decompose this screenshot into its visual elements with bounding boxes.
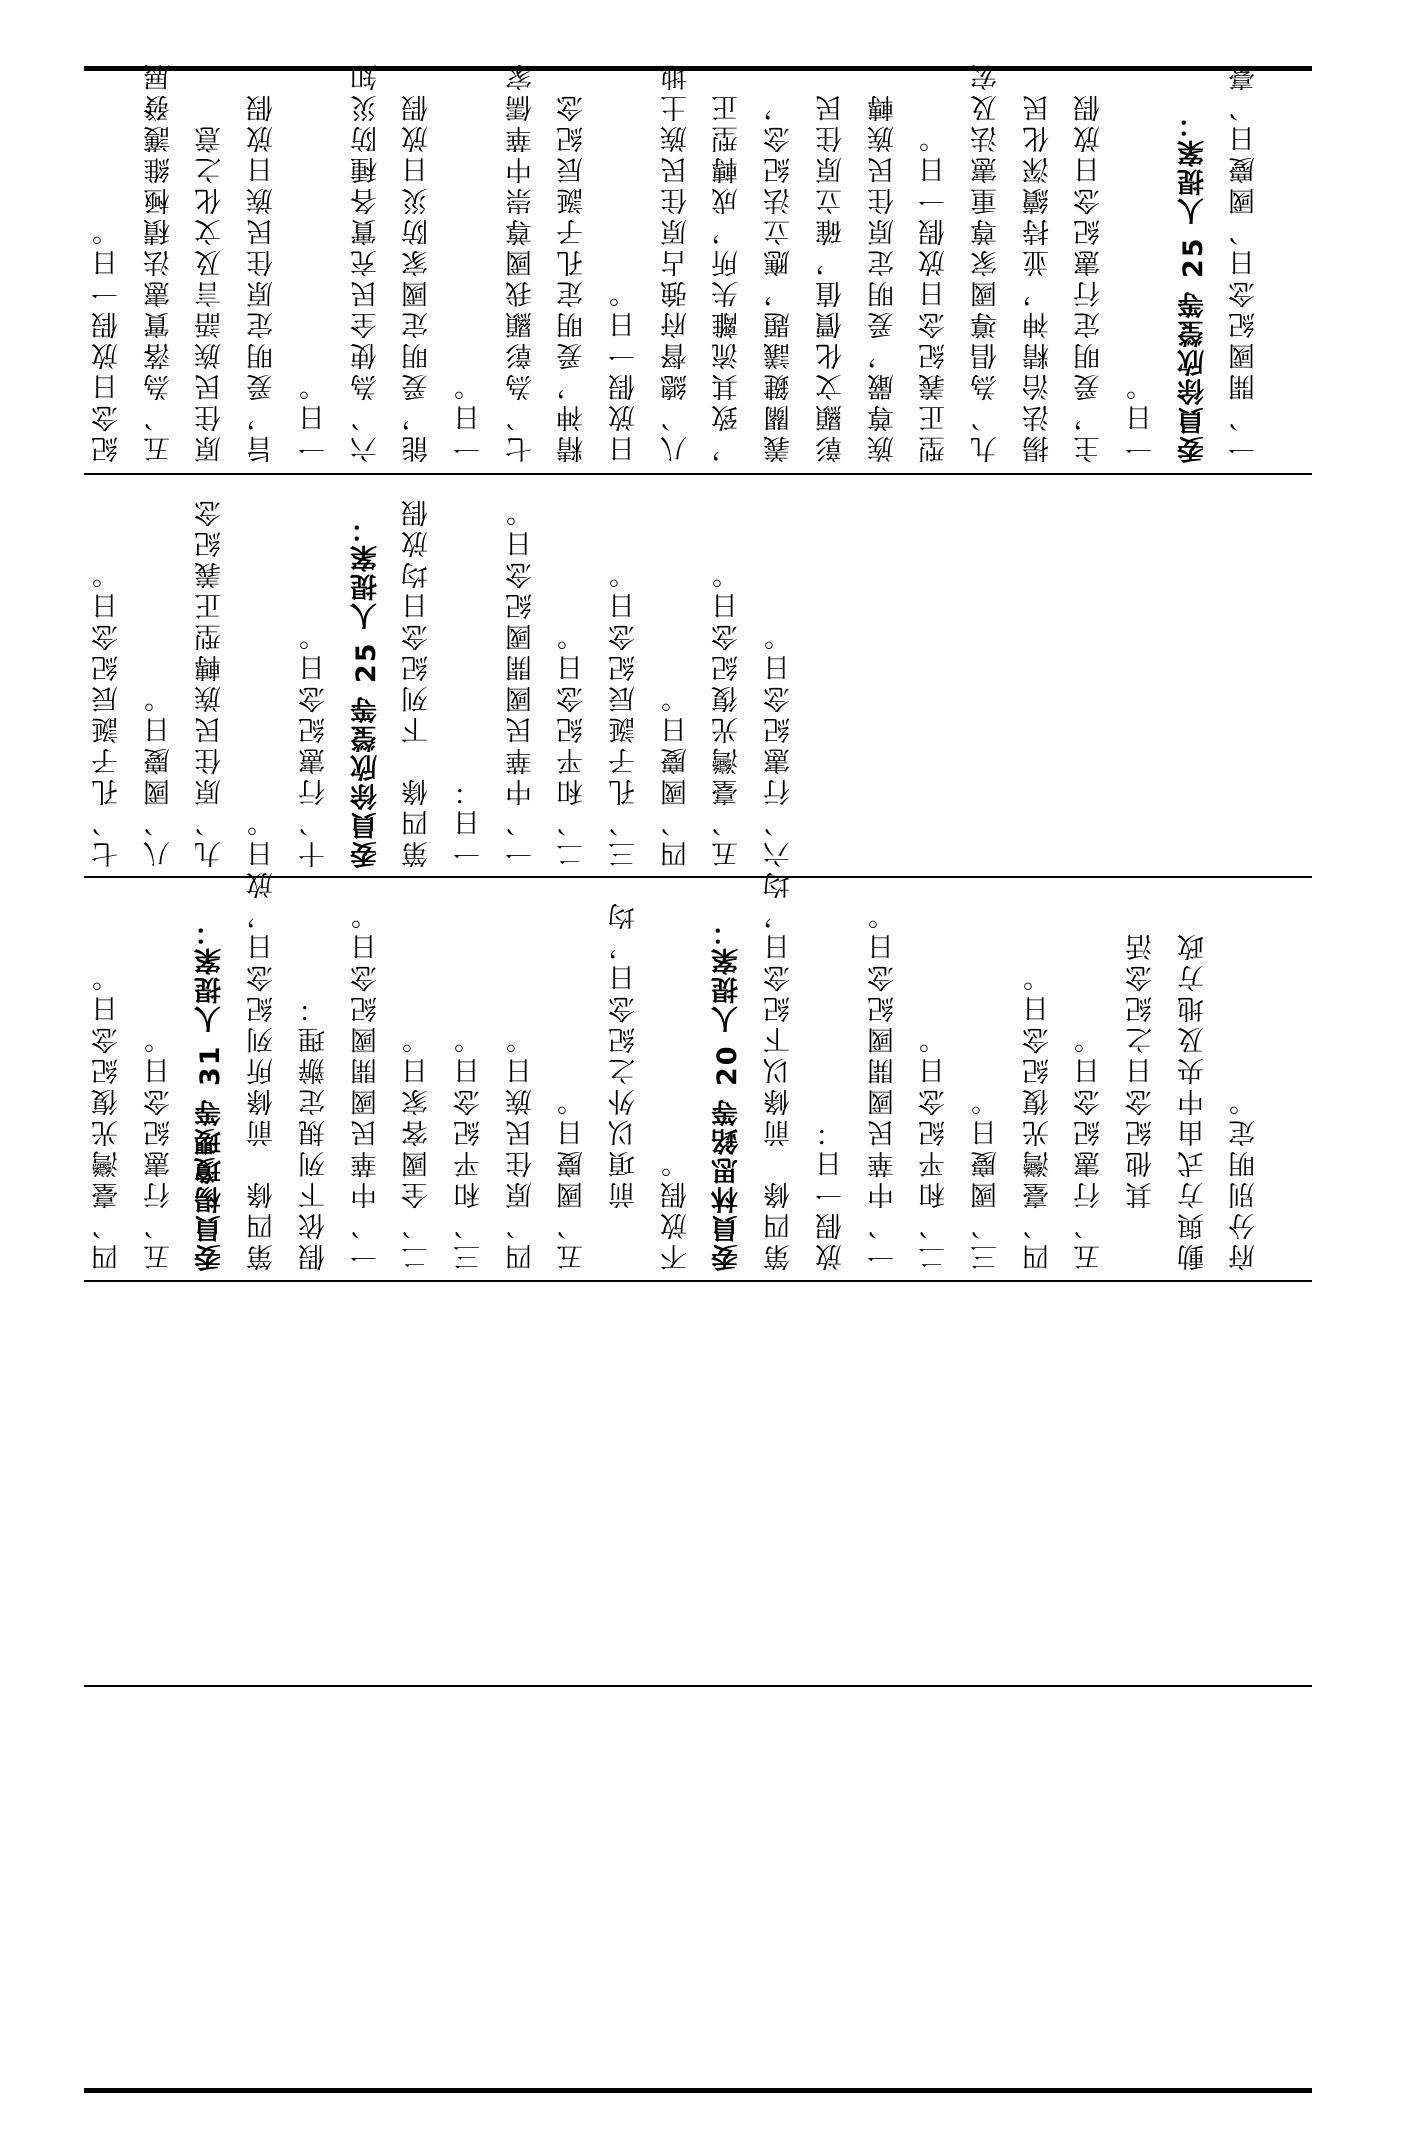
text-line: 四、原住民族日。 [505,1023,537,1271]
text-line: 九、原住民族轉型正義紀念 [195,496,227,868]
text-line: 一、中華民國開國紀念日。 [505,496,537,868]
text-line: 一日。 [298,370,330,463]
proposal-heading: 委員林思銘等 20 人提案： [712,916,744,1271]
divider-rule-1 [84,473,1312,475]
text-line: 十、行憲紀念日。 [298,620,330,868]
text-line: 日放假一日。 [609,277,640,463]
text-line: ，致其流離失所，成轉型正 [712,91,744,463]
text-line: 假依下列規定辦理： [298,992,330,1271]
text-line: 其他紀念日之紀念活 [1126,930,1157,1271]
text-line: 不放假。 [660,1147,692,1271]
text-line: 日。 [247,806,279,868]
text-line: 放假一日： [815,1116,847,1271]
text-line: 七、孔子誕辰紀念日。 [92,558,123,868]
text-line: 四、臺灣光復紀念日。 [92,961,123,1271]
proposal-heading: 委員徐欣瑩等 25 人提案： [1177,108,1209,463]
text-line: 一、中華民國開國紀念日。 [867,899,899,1271]
text-line: 第四條 前條以下紀念日，均 [764,868,796,1271]
text-line: 三、國慶日。 [970,1085,1002,1271]
text-line: 七、為彰顯我國尊崇中華儒家 [505,60,537,463]
text-line: 府分別明定。 [1229,1085,1261,1271]
text-line: 八、國慶日。 [143,682,175,868]
text-line: 型正義紀念日放假一日。 [919,122,951,463]
text-line: 動與方式由中央及地方政 [1177,930,1209,1271]
text-line: 一、開國紀念日、國慶日、臺 [1229,60,1261,463]
divider-rule-3 [84,1280,1312,1282]
proposal-heading: 委員楊瓊瓔等 31 人提案： [195,916,227,1271]
text-line: 四、國慶日。 [660,682,692,868]
text-line: 二、和平紀念日。 [919,1023,951,1271]
text-line: 原住民族語言及文化之意 [195,122,227,463]
text-line: 四、臺灣光復紀念日。 [1022,961,1054,1271]
text-line: 五、臺灣光復紀念日。 [712,558,744,868]
text-line: 義關鍵議題，應立法紀念， [764,91,796,463]
text-line: 五、行憲紀念日。 [1074,1023,1106,1271]
text-line: 揚法治精神，並持續深化民 [1022,91,1054,463]
text-line: 能，爰明定國家防災日放假 [402,91,434,463]
text-line: 一日。 [453,370,485,463]
text-line: 八、總督府強占原住民族土地 [660,60,692,463]
text-line: 前項以外之紀念日，均 [609,899,640,1271]
text-line: 五、國慶日。 [557,1085,589,1271]
divider-rule-4 [84,1685,1312,1687]
text-line: 彰顯文化價值，確立原住民 [815,91,847,463]
text-line: 主，爰明定行憲紀念日放假 [1074,91,1106,463]
text-line: 一日。 [1126,370,1157,463]
text-line: 紀念日放假一日。 [92,215,123,463]
text-line: 六、為使全民充實各種防災知 [350,60,382,463]
text-line: 二、和平紀念日。 [557,620,589,868]
text-line: 旨，爰明定原住民族日放假 [247,91,279,463]
top-rule [84,66,1312,71]
bottom-rule [84,2088,1312,2093]
text-line: 精神，爰明定孔子誕辰紀念 [557,91,589,463]
proposal-heading: 委員徐欣瑩等 25 人提案： [350,513,382,868]
text-line: 五、為落實憲法積極維護發展 [143,60,175,463]
text-line: 第四條 下列紀念日均放假 [402,496,434,868]
text-line: 三、孔子誕辰紀念日。 [609,558,640,868]
text-line: 三、和平紀念日。 [453,1023,485,1271]
text-line: 六、行憲紀念日。 [764,620,796,868]
text-line: 二、全國客家日。 [402,1023,434,1271]
text-line: 第四條 前條所列紀念日，放 [247,868,279,1271]
text-line: 族尊嚴，爰明定原住民族轉 [867,91,899,463]
text-line: 一日： [453,775,485,868]
text-line: 一、中華民國開國紀念日。 [350,899,382,1271]
text-line: 五、行憲紀念日。 [143,1023,175,1271]
text-line: 九、為倡導國家尊重憲法及宏 [970,60,1002,463]
